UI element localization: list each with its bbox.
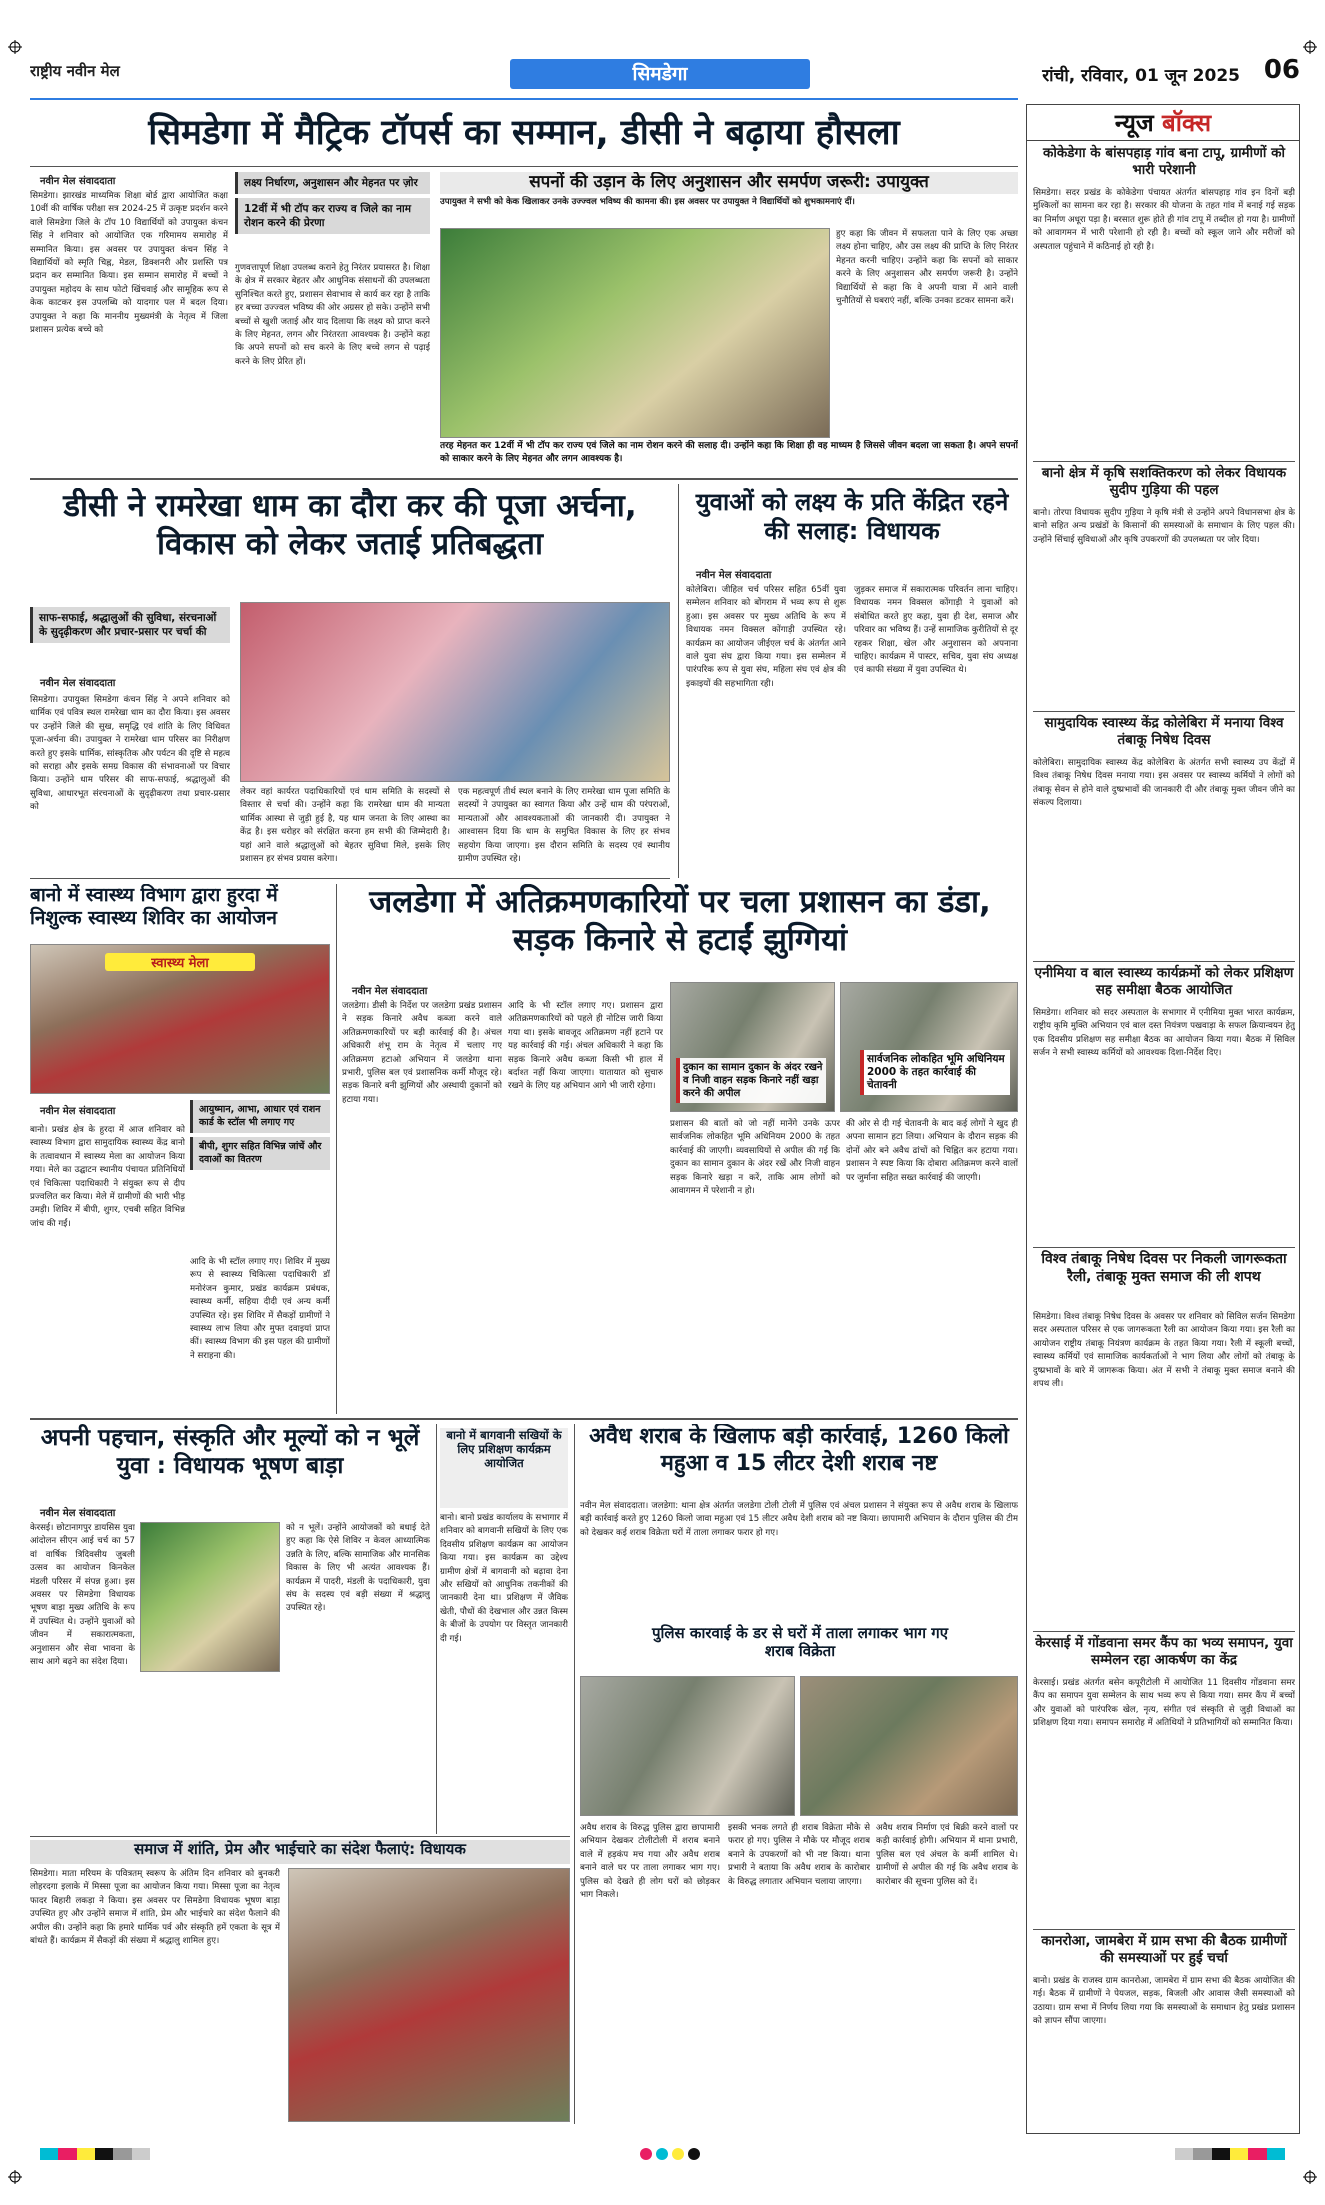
story3-headline: युवाओं को लक्ष्य के प्रति केंद्रित रहने की सलाह: विधायक [695,488,1009,546]
story3-body-col2: जुड़कर समाज में सकारात्मक परिवर्तन लाना चाहिए। विधायक नमन विक्सल कोंगाड़ी ने युवाओं को संबोधित करते हुए कहा, युवा ही देश, समाज और परिवार का भविष्य हैं। उन्हें सामाजिक कुरीतियों से दूर रहकर शिक्षा, खेल और अनुशासन को अपनाना चाहिए। कार्यक्रम में पास्टर, सचिव, युवा संघ अध्यक्ष एवं काफी संख्या में युवा उपस्थित थे। [854,585,1018,676]
newsbox-item2-headline: बानो क्षेत्र में कृषि सशक्तिकरण को लेकर विधायक सुदीप गुड़िया की पहल [1041,465,1287,498]
health-camp-banner: स्वास्थ्य मेला [105,953,255,971]
news-box-title-dark: न्यूज [1114,109,1154,137]
ramrekha-dham-photo [240,602,670,782]
story6-body-col1: केरसई। छोटानागपुर डायसिस युवा आंदोलन सीएन आई चर्च का 57 वां वार्षिक त्रिदिवसीय जुबली उत्सव का आयोजन किनकेल मंडली परिसर में संपन्न हुआ। इस अवसर पर सिमडेगा विधायक भूषण बाड़ा मुख्य अतिथि के रूप में उपस्थित थे। उन्होंने युवाओं को जीवन में सकारात्मकता, अनुशासन और सेवा भावना के साथ आगे बढ़ने का संदेश दिया। [30,1523,135,1668]
newsbox-item5-headline: विश्व तंबाकू निषेध दिवस पर निकली जागरूकता रैली, तंबाकू मुक्त समाज की ली शपथ [1041,1251,1287,1285]
divider [30,478,1018,480]
color-bar-left [40,2148,150,2160]
story7-headline: बानो में बागवानी सखियों के लिए प्रशिक्षण कार्यक्रम आयोजित [440,1428,568,1508]
column-rule [574,1424,575,2124]
column-rule [436,1424,437,1834]
story8-subheadline: पुलिस कारवाई के डर से घरों में ताला लगाकर भाग गए शराब विक्रेता [651,1624,948,1661]
story4-bullets [190,1100,330,1250]
divider [30,1418,1018,1420]
column-rule [678,484,679,878]
section-banner [510,59,810,89]
story2-headline: डीसी ने रामरेखा धाम का दौरा कर की पूजा अर्चना, विकास को लेकर जताई प्रतिबद्धता [63,488,637,562]
newsbox-item1-headline: कोकेडेगा के बांसपहाड़ गांव बना टापू, ग्रामीणों को भारी परेशानी [1043,145,1285,178]
story5-body-col1: जलडेगा। डीसी के निर्देश पर जलडेगा प्रखंड प्रशासन ने सड़क किनारे अवैध कब्जा करने वाले अतिक्रमणकारियों पर बड़ी कार्रवाई की है। अंचल अधिकारी शंभू राम के नेतृत्व में चलाए गए अतिक्रमण हटाओ अभियान में जलडेगा थाना प्रभारी, पुलिस बल एवं प्रशासनिक कर्मी मौजूद रहे। सड़क किनारे बनी झुग्गियों और अस्थायी दुकानों को हटाया गया। [342,1001,502,1105]
liquor-raid-photo-1 [580,1676,795,1816]
story7-body: बानो। बानो प्रखंड कार्यालय के सभागार में शनिवार को बागवानी सखियों के लिए एक दिवसीय प्रशिक्षण कार्यक्रम का आयोजन किया गया। इस कार्यक्रम का उद्देश्य ग्रामीण क्षेत्रों में बागवानी को बढ़ावा देना और सखियों को आधुनिक तकनीकों की जानकारी देना था। प्रशिक्षण में जैविक खेती, पौधों की देखभाल और उन्नत किस्म के बीजों के उपयोग पर विस्तृत जानकारी दी गई। [440,1513,568,1644]
story8-body-col1: अवैध शराब के विरुद्ध पुलिस द्वारा छापामारी अभियान देखकर टोलीटोली में शराब बनाने वाले में हड़कंप मच गया और अवैध शराब बनाने वाले घर पर ताला लगाकर भाग गए। पुलिस को देखते ही लोग घरों को छोड़कर भाग निकले। [580,1823,720,1901]
story8-body-col2: इसकी भनक लगते ही शराब विक्रेता मौके से फरार हो गए। पुलिस ने मौके पर मौजूद शराब बनाने के उपकरणों को भी नष्ट किया। थाना प्रभारी ने बताया कि अवैध शराब के कारोबार के विरुद्ध लगातार अभियान चलाया जाएगा। [728,1823,870,1887]
newsbox-item3-headline: सामुदायिक स्वास्थ्य केंद्र कोलेबिरा में मनाया विश्व तंबाकू निषेध दिवस [1044,715,1284,748]
story8-body-col3: अवैध शराब निर्माण एवं बिक्री करने वालों पर कड़ी कार्रवाई होगी। अभियान में थाना प्रभारी, पुलिस बल एवं अंचल के कर्मी शामिल थे। ग्रामीणों से अपील की गई कि अवैध शराब के कारोबार की सूचना पुलिस को दें। [876,1823,1018,1887]
story1-bullets [235,172,430,256]
story6-headline: अपनी पहचान, संस्कृति और मूल्यों को न भूलें युवा : विधायक भूषण बाड़ा [40,1425,420,1480]
story2-bullet [30,607,230,669]
divider [1033,1631,1295,1632]
callout-text: दुकान का सामान दुकान के अंदर रखने व निजी वाहन सड़क किनारे नहीं खड़ा करने की अपील [683,1062,823,1099]
liquor-raid-photo-2 [800,1676,1018,1816]
divider [1033,711,1295,712]
divider [1033,1929,1295,1930]
youth-festival-photo [140,1522,280,1672]
story1-bullet-1: लक्ष्य निर्धारण, अनुशासन और मेहनत पर ज़ोर [235,172,430,194]
story4-headline: बानो में स्वास्थ्य विभाग द्वारा हुरदा में निशुल्क स्वास्थ्य शिविर का आयोजन [30,884,278,930]
story8-headline: अवैध शराब के खिलाफ बड़ी कार्रवाई, 1260 किलो महुआ व 15 लीटर देशी शराब नष्ट [589,1424,1009,1476]
toppers-group-photo [440,228,830,438]
newsbox-item3-body: कोलेबिरा। सामुदायिक स्वास्थ्य केंद्र कोलेबिरा के अंतर्गत सभी स्वास्थ्य उप केंद्रों में विश्व तंबाकू निषेध दिवस मनाया गया। इस अवसर पर स्वास्थ्य कर्मियों ने लोगों को तंबाकू सेवन से होने वाले दुष्प्रभावों की जानकारी दी और तंबाकू मुक्त जीवन जीने का संकल्प दिलाया। [1033,758,1295,809]
story5-body-col4: की ओर से दी गई चेतावनी के बाद कई लोगों ने खुद ही अपना सामान हटा लिया। अभियान के दौरान सड़क की दोनों ओर बने अवैध ढांचों को चिह्नित कर हटाया गया। प्रशासन ने स्पष्ट किया कि दोबारा अतिक्रमण करने वालों पर जुर्माना सहित सख्त कार्रवाई की जाएगी। [846,1119,1018,1183]
health-camp-photo [30,944,330,1094]
story3-byline: नवीन मेल संवाददाता [696,570,772,581]
newsbox-item6-body: केरसाई। प्रखंड अंतर्गत बसेन कपूरीटोली में आयोजित 11 दिवसीय गोंडवाना समर कैंप का समापन युवा सम्मेलन के साथ भव्य रूप से किया गया। समर कैंप में बच्चों और युवाओं को पारंपरिक खेल, नृत्य, संगीत एवं संस्कृति से जुड़ी विधाओं का प्रशिक्षण दिया गया। समापन समारोह में अतिथियों ने प्रतिभागियों को सम्मानित किया। [1033,1678,1295,1729]
story4-bullet-1: आयुष्मान, आभा, आधार एवं राशन कार्ड के स्टॉल भी लगाए गए [190,1100,330,1133]
divider [30,878,670,879]
newsbox-item2-body: बानो। तोरपा विधायक सुदीप गुड़िया ने कृषि मंत्री से उन्होंने अपने विधानसभा क्षेत्र के बानो सहित अन्य प्रखंडों के किसानों की समस्याओं के समाधान के लिए पहल की। उन्होंने सिंचाई सुविधाओं और कृषि उपकरणों की उपलब्धता पर जोर दिया। [1033,508,1295,545]
story3-body-col1: कोलेबिरा। जीहिल चर्च परिसर सहित 65वीं युवा सम्मेलन शनिवार को बोंगराम में भव्य रूप से शुरू हुआ। इस अवसर पर मुख्य अतिथि के रूप में विधायक नमन विक्सल कोंगाड़ी उपस्थित रहे। कार्यक्रम का आयोजन जीईएल चर्च के अंतर्गत आने वाले युवा संघ द्वारा किया गया। इस सम्मेलन में पारंपरिक रूप से युवा संघ, महिला संघ एवं क्षेत्र की इकाइयों की सहभागिता रही। [686,585,846,689]
story1-body-col2: गुणवत्तापूर्ण शिक्षा उपलब्ध कराने हेतु निरंतर प्रयासरत है। शिक्षा के क्षेत्र में सरकार बेहतर और आधुनिक संसाधनों की उपलब्धता सुनिश्चित करते हुए, प्रशासन सेवाभाव से कार्य कर रहा है ताकि हर बच्चा उज्ज्वल भविष्य की ओर अग्रसर हो सके। उन्होंने सभी बच्चों से खुशी जताई और याद दिलाया कि लक्ष्य को प्राप्त करने के लिए मेहनत, लगन और निरंतरता आवश्यक है। उन्होंने कहा कि अपने सपनों को सच करने के लिए बच्चे लगन से पढ़ाई करने के लिए प्रेरित हों। [235,263,430,367]
story1-bullet-2: 12वीं में भी टॉप कर राज्य व जिले का नाम रोशन करने की प्रेरणा [235,198,430,234]
paper-logo [30,61,120,81]
story1-sub-intro: उपायुक्त ने सभी को केक खिलाकर उनके उज्ज्वल भविष्य की कामना की। इस अवसर पर उपायुक्त ने विद्यार्थियों को शुभकामनाएं दीं। [440,197,855,207]
newsbox-item4-headline: एनीमिया व बाल स्वास्थ्य कार्यक्रमों को लेकर प्रशिक्षण सह समीक्षा बैठक आयोजित [1034,965,1294,998]
divider [1033,1247,1295,1248]
column-rule [336,884,337,1414]
story5-body-col2: आदि के भी स्टॉल लगाए गए। प्रशासन द्वारा अतिक्रमणकारियों को पहले ही नोटिस जारी किया गया था। इसके बावजूद अतिक्रमण नहीं हटाने पर यह कार्रवाई की गई। अंचल अधिकारी ने कहा कि सड़क किनारे अवैध कब्जा किसी भी हाल में बर्दाश्त नहीं किया जाएगा। यातायात को सुचारु रखने के लिए यह अभियान आगे भी जारी रहेगा। [508,1001,663,1092]
masthead [30,55,1300,97]
newsbox-item1-body: सिमडेगा। सदर प्रखंड के कोकेडेगा पंचायत अंतर्गत बांसपहाड़ गांव इन दिनों बड़ी मुश्किलों का सामना कर रहा है। सरकार की योजना के तहत गांव में बनाई गई सड़क का निर्माण अधूरा पड़ा है। बरसात शुरू होते ही गांव टापू में तब्दील हो गया है। ग्रामीणों को आवागमन में भारी परेशानी हो रही है। बच्चों को स्कूल जाने और मरीजों को अस्पताल पहुंचाने में कठिनाई हो रही है। [1033,188,1295,252]
story5-headline: जलडेगा में अतिक्रमणकारियों पर चला प्रशासन का डंडा, सड़क किनारे से हटाईं झुग्गियां [369,884,991,958]
newsbox-item5-body: सिमडेगा। विश्व तंबाकू निषेध दिवस के अवसर पर शनिवार को सिविल सर्जन सिमडेगा सदर अस्पताल परिसर से एक जागरूकता रैली का आयोजन किया गया। इस रैली का आयोजन राष्ट्रीय तंबाकू नियंत्रण कार्यक्रम के तहत किया गया। रैली में स्कूली बच्चों, स्वास्थ्य कर्मियों एवं सामाजिक कार्यकर्ताओं ने भाग लिया और लोगों को तंबाकू के दुष्प्रभावों के बारे में जागरूक किया। अंत में सभी ने तंबाकू मुक्त समाज बनाने की शपथ ली। [1033,1312,1295,1390]
news-box-title [1027,105,1299,141]
story4-body-col1: बानो। प्रखंड क्षेत्र के हुरदा में आज शनिवार को स्वास्थ्य विभाग द्वारा सामुदायिक स्वास्थ्य केंद्र बानो के तत्वावधान में स्वास्थ्य मेला का आयोजन किया गया। मेले का उद्घाटन स्थानीय पंचायत प्रतिनिधियों एवं चिकित्सा पदाधिकारी ने संयुक्त रूप से दीप प्रज्वलित कर किया। मेले में ग्रामीणों की भारी भीड़ उमड़ी। शिविर में बीपी, शुगर, एचबी सहित विभिन्न जांच की गईं। [30,1125,185,1229]
story5-byline: नवीन मेल संवाददाता [352,986,428,997]
divider [30,1836,570,1837]
newsbox-item6-headline: केरसाई में गोंडवाना समर कैंप का भव्य समापन, युवा सम्मेलन रहा आकर्षण का केंद्र [1035,1635,1293,1668]
news-box-title-red: बॉक्स [1162,109,1212,137]
story5-body-col3: प्रशासन की बातों को जो नहीं मानेंगे उनके ऊपर सार्वजनिक लोकहित भूमि अधिनियम 2000 के तहत कार्रवाई की जाएगी। व्यवसायियों से अपील की गई कि दुकान का सामान दुकान के अंदर रखें और निजी वाहन सड़क किनारे खड़ा न करें, ताकि आम लोगों को आवागमन में परेशानी न हो। [670,1119,840,1197]
mass-prayer-photo [288,1868,570,2122]
story8-lead: नवीन मेल संवाददाता। जलडेगा: थाना क्षेत्र अंतर्गत जलडेगा टोली टोली में पुलिस एवं अंचल प्रशासन ने संयुक्त रूप से अवैध शराब के खिलाफ बड़ी कार्रवाई करते हुए 1260 किलो जावा महुआ एवं 15 लीटर अवैध देशी शराब को नष्ट किया। छापामारी अभियान के दौरान पुलिस की टीम को देखकर कई शराब विक्रेता घरों में ताला लगाकर फरार हो गए। [580,1501,1018,1538]
registration-mark-icon [1303,40,1317,54]
story9-headline: समाज में शांति, प्रेम और भाईचारे का संदेश फैलाएं: विधायक [30,1840,570,1864]
story2-bullet-text: साफ-सफाई, श्रद्धालुओं की सुविधा, संरचनाओं के सुदृढ़ीकरण और प्रचार-प्रसार पर चर्चा की [30,607,230,643]
story2-byline: नवीन मेल संवाददाता [40,678,116,689]
news-box [1026,104,1300,2134]
masthead-rule [30,98,1018,100]
color-bar-right [1175,2148,1285,2160]
story1-body-col1: सिमडेगा। झारखंड माध्यमिक शिक्षा बोर्ड द्वारा आयोजित कक्षा 10वीं की वार्षिक परीक्षा सत्र 2024-25 में उत्कृष्ट प्रदर्शन करने वाले सिमडेगा जिले के टॉप 10 विद्यार्थियों को उपायुक्त कंचन सिंह ने शनिवार को आयोजित एक गरिमामय समारोह में सम्मानित किया। इस अवसर पर उपायुक्त कंचन सिंह ने विद्यार्थियों को स्मृति चिह्न, मेडल, डिक्शनरी और प्रशस्ति पत्र प्रदान कर सम्मानित किया। इस सम्मान समारोह में बच्चों ने उपायुक्त महोदय के साथ फोटो खिंचवाई और सामूहिक रूप से केक काटकर इस उपलब्धि को यादगार पल में बदल दिया। उपायुक्त ने कहा कि माननीय मुख्यमंत्री के नेतृत्व में जिला प्रशासन प्रत्येक बच्चे को [30,191,228,336]
story5-callout-2 [860,1050,1010,1095]
story4-body-col2: आदि के भी स्टॉल लगाए गए। शिविर में मुख्य रूप से स्वास्थ्य चिकित्सा पदाधिकारी डॉ मनोरंजन कुमार, प्रखंड कार्यक्रम प्रबंधक, स्वास्थ्य कर्मी, सहिया दीदी एवं अन्य कर्मी उपस्थित रहे। इस शिविर में सैकड़ों ग्रामीणों ने स्वास्थ्य लाभ लिया और मुफ्त दवाइयां प्राप्त कीं। स्वास्थ्य विभाग की इस पहल की ग्रामीणों ने सराहना की। [190,1257,330,1361]
story2-body-col1: सिमडेगा। उपायुक्त सिमडेगा कंचन सिंह ने अपने शनिवार को धार्मिक एवं पवित्र स्थल रामरेखा धाम का दौरा किया। इस अवसर पर उन्होंने जिले की सुख, समृद्धि एवं शांति के लिए विधिवत पूजा-अर्चना की। उपायुक्त ने रामरेखा धाम परिसर का निरीक्षण करते हुए इसके धार्मिक, सांस्कृतिक और पर्यटन की दृष्टि से महत्व को सराहा और इसके समग्र विकास की संभावनाओं पर विचार किया। उन्होंने धाम परिसर की साफ-सफाई, श्रद्धालुओं की सुविधा, आधारभूत संरचनाओं के सुदृढ़ीकरण तथा प्रचार-प्रसार को [30,695,230,813]
paper-name: राष्ट्रीय नवीन मेल [30,62,120,80]
story1-headline: सिमडेगा में मैट्रिक टॉपर्स का सम्मान, डीसी ने बढ़ाया हौसला [148,113,900,153]
story4-byline: नवीन मेल संवाददाता [40,1106,116,1117]
story6-byline: नवीन मेल संवाददाता [40,1508,116,1519]
story1-byline: नवीन मेल संवाददाता [40,176,116,187]
newsbox-item4-body: सिमडेगा। शनिवार को सदर अस्पताल के सभागार में एनीमिया मुक्त भारत कार्यक्रम, राष्ट्रीय कृमि मुक्ति अभियान एवं बाल दस्त नियंत्रण पखवाड़ा के सफल क्रियान्वयन हेतु एक दिवसीय प्रशिक्षण सह समीक्षा बैठक का आयोजन किया गया। बैठक में सिविल सर्जन ने सभी स्वास्थ्य कर्मियों को आवश्यक दिशा-निर्देश दिए। [1033,1008,1295,1059]
divider [30,166,1018,167]
divider [1033,961,1295,962]
story9-body: सिमडेगा। माता मरियम के पवित्रतम् स्वरूप के अंतिम दिन शनिवार को बुनकरी लोहरदगा इलाके में मिस्सा पूजा का आयोजन किया गया। मिस्सा पूजा का नेतृत्व फादर बिहारी लकड़ा ने किया। इस अवसर पर सिमडेगा विधायक भूषण बाड़ा उपस्थित हुए और उन्होंने समाज में शांति, प्रेम और भाईचारे का संदेश फैलाने की अपील की। उन्होंने कहा कि हमारे धार्मिक पर्व और संस्कृति हमें एकता के सूत्र में बांधते हैं। कार्यक्रम में सैकड़ों की संख्या में श्रद्धालु शामिल हुए। [30,1869,280,1947]
registration-mark-icon [8,2170,22,2184]
story1-subheadline: सपनों की उड़ान के लिए अनुशासन और समर्पण जरूरी: उपायुक्त [440,172,1018,194]
story2-body-col2: लेकर वहां कार्यरत पदाधिकारियों एवं धाम समिति के सदस्यों से विस्तार से चर्चा की। उन्होंने कहा कि रामरेखा धाम की मान्यता धार्मिक आस्था से जुड़ी हुई है, यह धाम जनता के लिए आस्था का केंद्र है। इस धरोहर को संरक्षित करना हम सभी की जिम्मेदारी है। यहां आने वाले श्रद्धालुओं को बेहतर सुविधा मिले, इसके लिए प्रशासन हर संभव प्रयास करेगा। [240,787,450,865]
story4-bullet-2: बीपी, शुगर सहित विभिन्न जांचें और दवाओं का वितरण [190,1137,330,1170]
page-number: 06 [1263,55,1300,85]
divider [1033,461,1295,462]
color-bar-center [640,2148,700,2160]
story5-callout-1 [676,1058,826,1103]
dateline: रांची, रविवार, 01 जून 2025 [1042,66,1240,86]
story1-sub-col: हुए कहा कि जीवन में सफलता पाने के लिए एक अच्छा लक्ष्य होना चाहिए, और उस लक्ष्य की प्राप्ति के लिए निरंतर मेहनत करनी चाहिए। उन्होंने कहा कि सपनों को साकार करने के लिए अनुशासन और समर्पण जरूरी है। उन्होंने विद्यार्थियों से कहा कि वे अपनी यात्रा में आने वाली चुनौतियों से घबराएं नहीं, बल्कि उनका डटकर सामना करें। [836,229,1018,307]
story6-body-col2: को न भूलें। उन्होंने आयोजकों को बधाई देते हुए कहा कि ऐसे शिविर न केवल आध्यात्मिक उन्नति के लिए, बल्कि सामाजिक और मानसिक विकास के लिए भी अत्यंत आवश्यक हैं। कार्यक्रम में पादरी, मंडली के पदाधिकारी, युवा संघ के सदस्य एवं बड़ी संख्या में श्रद्धालु उपस्थित रहे। [286,1523,430,1614]
registration-mark-icon [1303,2170,1317,2184]
registration-mark-icon [8,40,22,54]
story2-body-col3: एक महत्वपूर्ण तीर्थ स्थल बनाने के लिए रामरेखा धाम पूजा समिति के सदस्यों ने उपायुक्त का स्वागत किया और उन्हें धाम की परंपराओं, मान्यताओं और आवश्यकताओं की जानकारी दी। उपायुक्त ने आश्वासन दिया कि धाम के समुचित विकास के लिए हर संभव सहयोग किया जाएगा। इस दौरान समिति के सदस्य एवं स्थानीय ग्रामीण उपस्थित रहे। [458,787,670,865]
section-title: सिमडेगा [632,63,688,85]
newsbox-item7-body: बानो। प्रखंड के राजस्व ग्राम कानरोआ, जामबेरा में ग्राम सभा की बैठक आयोजित की गई। बैठक में ग्रामीणों ने पेयजल, सड़क, बिजली और आवास जैसी समस्याओं को उठाया। ग्राम सभा में निर्णय लिया गया कि समस्याओं के समाधान हेतु प्रखंड प्रशासन को ज्ञापन सौंपा जाएगा। [1033,1976,1295,2027]
newsbox-item7-headline: कानरोआ, जामबेरा में ग्राम सभा की बैठक ग्रामीणों की समस्याओं पर हुई चर्चा [1041,1933,1287,1966]
callout-text: सार्वजनिक लोकहित भूमि अधिनियम 2000 के तहत कार्रवाई की चेतावनी [867,1053,1005,1091]
story1-photo-caption: तरह मेहनत कर 12वीं में भी टॉप कर राज्य एवं जिले का नाम रोशन करने की सलाह दी। उन्होंने कहा कि शिक्षा ही वह माध्यम है जिससे जीवन बदला जा सकता है। अपने सपनों को साकार करने के लिए मेहनत और लगन आवश्यक है। [440,441,1018,464]
